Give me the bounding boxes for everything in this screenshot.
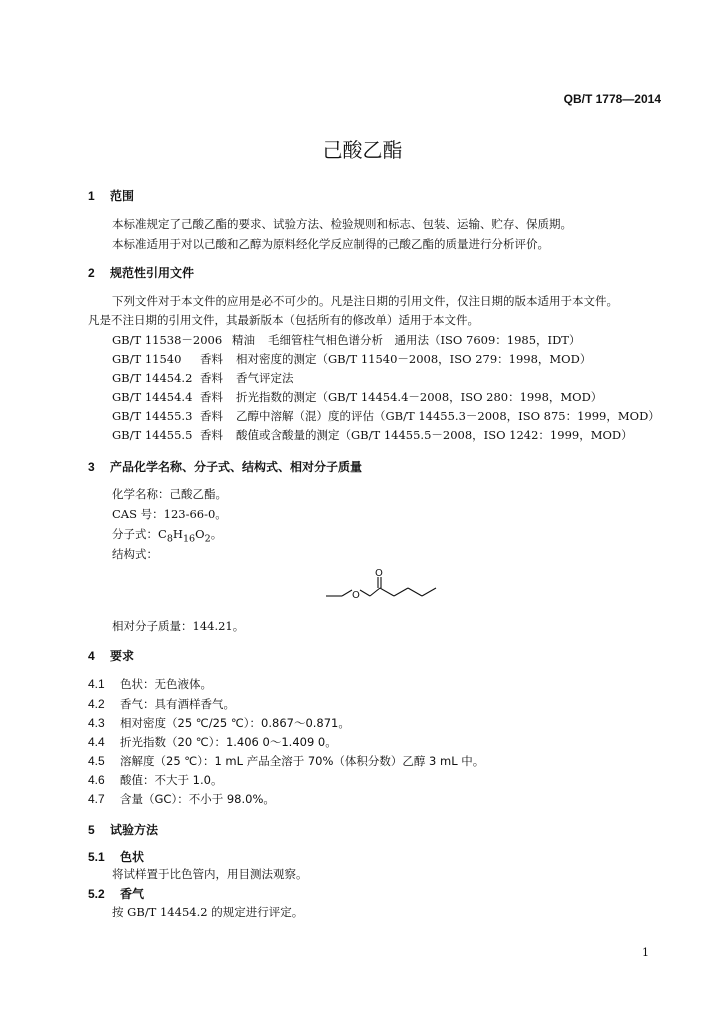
reference-keyword: 香料 [200, 409, 223, 423]
requirement-item [88, 753, 484, 769]
molecular-formula [112, 526, 222, 544]
reference-item [112, 370, 294, 386]
reference-code: GB/T 14454.4 [112, 390, 193, 404]
item-text: 酸值：不大于 1.0。 [120, 773, 223, 787]
bond [422, 588, 436, 596]
section-4-heading [88, 647, 134, 664]
structural-formula [322, 566, 446, 606]
reference-text: 相对密度的测定（GB/T 11540－2008，ISO 279：1998，MOD） [236, 352, 592, 366]
subsection-number: 5.1 [88, 850, 105, 864]
item-text: 含量（GC）：不小于 98.0%。 [120, 792, 275, 806]
reference-keyword: 香料 [200, 390, 223, 404]
reference-item [112, 351, 591, 367]
document-title: 己酸乙酯 [322, 138, 403, 162]
chemical-name: 化学名称：己酸乙酯。 [112, 487, 227, 501]
subsection-title: 香气 [120, 887, 145, 901]
formula-subscript: 16 [182, 533, 196, 545]
structure-label: 结构式： [112, 547, 158, 561]
reference-text: 香气评定法 [236, 371, 294, 385]
item-number: 4.2 [88, 697, 105, 711]
section-3-heading [88, 458, 362, 475]
item-number: 4.7 [88, 792, 105, 806]
carbonyl-oxygen-label: O [375, 568, 383, 579]
reference-keyword: 香料 [200, 371, 223, 385]
section-title: 规范性引用文件 [110, 266, 195, 280]
paragraph: 本标准适用于对以己酸和乙醇为原料经化学反应制得的己酸乙酯的质量进行分析评价。 [112, 237, 549, 251]
section-title: 产品化学名称、分子式、结构式、相对分子质量 [110, 460, 363, 474]
molecular-mass: 相对分子质量：144.21。 [112, 619, 245, 633]
reference-code: GB/T 14454.2 [112, 371, 193, 385]
bond [380, 588, 394, 596]
subsection-5-2-heading [88, 885, 144, 902]
bond [408, 588, 422, 596]
bond [394, 588, 408, 596]
reference-code: GB/T 14455.3 [112, 409, 193, 423]
formula-element: H [172, 527, 183, 541]
requirement-item [88, 715, 350, 731]
bond [370, 588, 380, 596]
reference-keyword: 精油 [232, 333, 255, 347]
reference-code: GB/T 14455.5 [112, 428, 193, 442]
item-text: 相对密度（25 ℃/25 ℃）：0.867～0.871。 [120, 716, 350, 730]
reference-text: 乙醇中溶解（混）度的评估（GB/T 14455.3－2008，ISO 875：1999，MOD） [236, 409, 660, 423]
item-number: 4.3 [88, 716, 105, 730]
section-5-heading [88, 821, 158, 838]
reference-code: GB/T 11538－2006 [112, 333, 223, 347]
reference-code: GB/T 11540 [112, 352, 182, 366]
paragraph: 凡是不注日期的引用文件，其最新版本（包括所有的修改单）适用于本文件。 [88, 313, 479, 327]
formula-subscript: 8 [166, 533, 173, 545]
subsection-number: 5.2 [88, 887, 105, 901]
item-number: 4.6 [88, 773, 105, 787]
section-2-heading [88, 264, 194, 281]
requirement-item [88, 772, 222, 788]
paragraph: 将试样置于比色管内，用目测法观察。 [112, 867, 308, 881]
reference-item [112, 408, 660, 424]
formula-end: 。 [210, 527, 223, 541]
formula-prefix: 分子式：C [112, 527, 167, 541]
reference-keyword: 香料 [200, 352, 223, 366]
reference-text: 折光指数的测定（GB/T 14454.4－2008，ISO 280：1998，MOD） [236, 390, 603, 404]
section-number: 3 [88, 460, 95, 474]
paragraph: 下列文件对于本文件的应用是必不可少的。凡是注日期的引用文件，仅注日期的版本适用于本文件。 [112, 294, 618, 308]
section-title: 范围 [110, 189, 135, 203]
item-number: 4.1 [88, 677, 105, 691]
reference-text: 酸值或含酸量的测定（GB/T 14455.5－2008，ISO 1242：1999，MOD） [236, 428, 633, 442]
reference-item [112, 427, 633, 443]
section-number: 1 [88, 189, 95, 203]
item-text: 折光指数（20 ℃）：1.406 0～1.409 0。 [120, 735, 337, 749]
standard-code: QB/T 1778—2014 [563, 92, 661, 106]
bond [342, 590, 352, 596]
subsection-title: 色状 [120, 850, 145, 864]
skeletal-bonds [326, 577, 436, 596]
subsection-5-1-heading [88, 848, 144, 865]
requirement-item [88, 734, 337, 750]
paragraph: 本标准规定了己酸乙酯的要求、试验方法、检验规则和标志、包装、运输、贮存、保质期。 [112, 217, 572, 231]
section-title: 要求 [110, 649, 135, 663]
section-title: 试验方法 [110, 823, 159, 837]
oxygen-atom-label: O [352, 590, 360, 601]
page-number: 1 [642, 946, 649, 959]
reference-item [112, 389, 602, 405]
item-text: 溶解度（25 ℃）：1 mL 产品全溶于 70%（体积分数）乙醇 3 mL 中。 [120, 754, 485, 768]
item-number: 4.4 [88, 735, 105, 749]
paragraph: 按 GB/T 14454.2 的规定进行评定。 [112, 905, 304, 919]
reference-text: 毛细管柱气相色谱分析 通用法（ISO 7609：1985，IDT） [268, 333, 581, 347]
cas-number: CAS 号：123-66-0。 [112, 507, 227, 521]
requirement-item [88, 696, 235, 712]
requirement-item [88, 791, 275, 807]
section-number: 4 [88, 649, 95, 663]
reference-keyword: 香料 [200, 428, 223, 442]
formula-element: O [195, 527, 205, 541]
requirement-item [88, 676, 212, 692]
reference-item [112, 332, 580, 348]
section-number: 2 [88, 266, 95, 280]
section-1-heading [88, 187, 134, 204]
formula-subscript: 2 [204, 533, 211, 545]
item-number: 4.5 [88, 754, 105, 768]
item-text: 色状：无色液体。 [120, 677, 212, 691]
bond [360, 590, 370, 596]
section-number: 5 [88, 823, 95, 837]
item-text: 香气：具有酒样香气。 [120, 697, 235, 711]
